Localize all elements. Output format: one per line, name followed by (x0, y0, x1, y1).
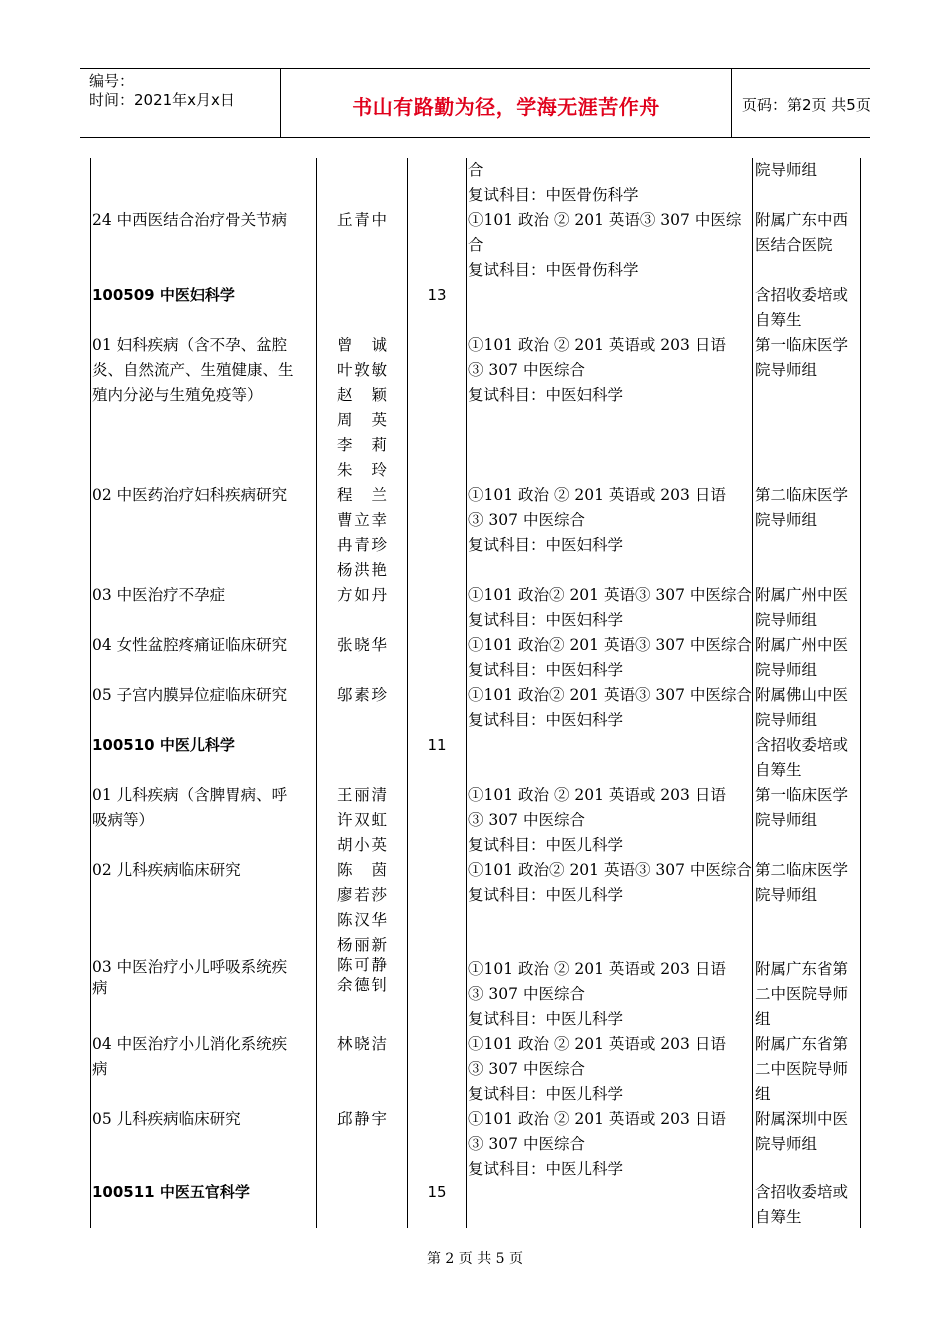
note (755, 783, 860, 833)
note (755, 683, 860, 733)
text-line: 复试科目：中医儿科学 (468, 886, 624, 904)
text-line: 院导师组 (755, 711, 818, 729)
enrollment-count: 15 (427, 1183, 447, 1201)
page-footer: 第 2 页 共 5 页 (426, 1251, 524, 1267)
research-direction (92, 1107, 316, 1132)
enrollment-count: 13 (427, 286, 447, 304)
note (755, 733, 860, 783)
text-line: 院导师组 (755, 161, 818, 179)
text-line: 杨丽新 (337, 936, 387, 954)
note (755, 1032, 860, 1107)
exam-subjects (468, 1032, 751, 1107)
text-line: 02 中医药治疗妇科疾病研究 (92, 486, 288, 504)
text-line: 复试科目：中医儿科学 (468, 1085, 624, 1103)
text-line: 自筹生 (755, 1208, 802, 1226)
text-line: ③ 307 中医综合 (468, 811, 585, 829)
column-divider (752, 158, 753, 1228)
text-line: 陈可静 (337, 956, 387, 974)
text-line: ①101 政治 ② 201 英语③ 307 中医综 (468, 211, 742, 229)
text-line: 组 (755, 1010, 771, 1028)
text-line: ①101 政治 ② 201 英语或 203 日语 (468, 1110, 726, 1128)
text-line: 病 (92, 1060, 108, 1078)
text-line: 05 子宫内膜异位症临床研究 (92, 686, 288, 704)
text-line: 合 (468, 161, 484, 179)
text-line: 邱静宇 (337, 1110, 387, 1128)
column-divider (466, 158, 467, 1228)
research-direction (92, 858, 316, 883)
text-line: 丘青中 (337, 211, 387, 229)
text-line: 院导师组 (755, 1135, 818, 1153)
research-direction (92, 783, 316, 833)
text-line: 附属广东省第 (755, 960, 849, 978)
note (755, 483, 860, 533)
section-title: 100510 中医儿科学 (92, 736, 235, 754)
text-line: 朱玲 (337, 461, 387, 479)
text-line: 院导师组 (755, 361, 818, 379)
table-border-left (90, 158, 91, 1228)
text-line: 01 儿科疾病（含脾胃病、呼 (92, 786, 288, 804)
text-line: 冉青珍 (337, 536, 387, 554)
text-line: 院导师组 (755, 611, 818, 629)
tutors (337, 783, 387, 858)
page-info: 页码：第2页 共5页 (742, 96, 871, 114)
text-line: 赵颖 (337, 386, 387, 404)
text-line: 05 儿科疾病临床研究 (92, 1110, 241, 1128)
text-line: 复试科目：中医儿科学 (468, 1160, 624, 1178)
text-line: 04 中医治疗小儿消化系统疾 (92, 1035, 288, 1053)
text-line: 第一临床医学 (755, 336, 849, 354)
text-line: 含招收委培或 (755, 286, 849, 304)
text-line: ③ 307 中医综合 (468, 985, 585, 1003)
text-line: 复试科目：中医儿科学 (468, 1010, 624, 1028)
text-line: 复试科目：中医妇科学 (468, 611, 624, 629)
text-line: 院导师组 (755, 661, 818, 679)
column-divider (407, 158, 408, 1228)
text-line: 第一临床医学 (755, 786, 849, 804)
text-line: 二中医院导师 (755, 1060, 849, 1078)
motto: 书山有路勤为径，学海无涯苦作舟 (352, 95, 660, 119)
text-line: 附属广州中医 (755, 636, 849, 654)
tutors (337, 858, 387, 958)
research-direction (92, 483, 316, 508)
text-line: 复试科目：中医妇科学 (468, 711, 624, 729)
text-line: 邬素珍 (337, 686, 387, 704)
text-line: ③ 307 中医综合 (468, 1135, 585, 1153)
text-line: 院导师组 (755, 511, 818, 529)
exam-subjects (468, 683, 751, 733)
note (755, 858, 860, 908)
research-direction (92, 633, 316, 658)
text-line: 曾诚 (337, 336, 387, 354)
research-direction (92, 683, 316, 708)
text-line: 复试科目：中医妇科学 (468, 661, 624, 679)
text-line: 03 中医治疗不孕症 (92, 586, 226, 604)
note (755, 208, 860, 258)
exam-subjects (468, 783, 751, 858)
text-line: 复试科目：中医妇科学 (468, 386, 624, 404)
column-divider (316, 158, 317, 1228)
section-title: 100509 中医妇科学 (92, 286, 235, 304)
research-direction (92, 1032, 316, 1082)
text-line: 二中医院导师 (755, 985, 849, 1003)
section-title: 100511 中医五官科学 (92, 1183, 250, 1201)
text-line: 02 儿科疾病临床研究 (92, 861, 241, 879)
note (755, 333, 860, 383)
date-label: 时间：2021年x月x日 (89, 91, 235, 109)
note (755, 1180, 860, 1230)
note (755, 633, 860, 683)
text-line: 殖内分泌与生殖免疫等） (92, 386, 263, 404)
tutors (337, 955, 387, 995)
exam-subjects (468, 208, 751, 283)
header-meta-cell (80, 69, 281, 137)
research-direction (92, 208, 316, 233)
text-line: 张晓华 (337, 636, 387, 654)
tutors (337, 1107, 387, 1132)
text-line: ①101 政治② 201 英语③ 307 中医综合 (468, 636, 752, 654)
text-line: 复试科目：中医妇科学 (468, 536, 624, 554)
header-motto-cell (281, 69, 732, 137)
text-line: 院导师组 (755, 886, 818, 904)
note (755, 1107, 860, 1157)
text-line: 林晓洁 (337, 1035, 387, 1053)
tutors (337, 208, 387, 233)
text-line: 叶敦敏 (337, 361, 387, 379)
exam-subjects (468, 1107, 751, 1182)
text-line: 许双虹 (337, 811, 387, 829)
text-line: ①101 政治 ② 201 英语或 203 日语 (468, 960, 726, 978)
text-line: 杨洪艳 (337, 561, 387, 579)
text-line: 附属深圳中医 (755, 1110, 849, 1128)
page-header (80, 68, 870, 138)
exam-subjects (468, 633, 751, 683)
text-line: 廖若莎 (337, 886, 387, 904)
research-direction (92, 583, 316, 608)
text-line: 合 (468, 236, 484, 254)
program-table (90, 158, 861, 1228)
text-line: 曹立幸 (337, 511, 387, 529)
tutors (337, 633, 387, 658)
text-line: 附属佛山中医 (755, 686, 849, 704)
text-line: 附属广东中西 (755, 211, 849, 229)
header-page-cell (732, 69, 870, 137)
text-line: 吸病等） (92, 811, 155, 829)
text-line: 第二临床医学 (755, 486, 849, 504)
text-line: 04 女性盆腔疼痛证临床研究 (92, 636, 288, 654)
text-line: 组 (755, 1085, 771, 1103)
text-line: ①101 政治② 201 英语③ 307 中医综合 (468, 861, 752, 879)
text-line: 余德钊 (337, 976, 387, 994)
text-line: ③ 307 中医综合 (468, 511, 585, 529)
tutors (337, 583, 387, 608)
note (755, 283, 860, 333)
text-line: ③ 307 中医综合 (468, 361, 585, 379)
exam-subjects (468, 158, 751, 208)
text-line: 附属广东省第 (755, 1035, 849, 1053)
text-line: 复试科目：中医骨伤科学 (468, 261, 639, 279)
text-line: ①101 政治 ② 201 英语或 203 日语 (468, 1035, 726, 1053)
text-line: ①101 政治 ② 201 英语或 203 日语 (468, 486, 726, 504)
text-line: 炎、自然流产、生殖健康、生 (92, 361, 294, 379)
text-line: 医结合医院 (755, 236, 833, 254)
exam-subjects (468, 483, 751, 558)
text-line: ①101 政治 ② 201 英语或 203 日语 (468, 786, 726, 804)
text-line: ③ 307 中医综合 (468, 1060, 585, 1078)
table-border-right (860, 158, 861, 1228)
exam-subjects (468, 957, 751, 1032)
text-line: 含招收委培或 (755, 1183, 849, 1201)
text-line: 24 中西医结合治疗骨关节病 (92, 211, 288, 229)
text-line: 附属广州中医 (755, 586, 849, 604)
tutors (337, 333, 387, 483)
text-line: 胡小英 (337, 836, 387, 854)
note (755, 158, 860, 183)
research-direction (92, 957, 316, 999)
exam-subjects (468, 858, 751, 908)
text-line: 陈茵 (337, 861, 387, 879)
text-line: 病 (92, 979, 108, 997)
text-line: ①101 政治② 201 英语③ 307 中医综合 (468, 686, 752, 704)
text-line: ①101 政治② 201 英语③ 307 中医综合 (468, 586, 752, 604)
serial-label: 编号： (89, 72, 135, 90)
text-line: 第二临床医学 (755, 861, 849, 879)
text-line: 李莉 (337, 436, 387, 454)
text-line: 周英 (337, 411, 387, 429)
tutors (337, 683, 387, 708)
tutors (337, 483, 387, 583)
text-line: 自筹生 (755, 761, 802, 779)
text-line: 03 中医治疗小儿呼吸系统疾 (92, 958, 288, 976)
text-line: 复试科目：中医儿科学 (468, 836, 624, 854)
text-line: ①101 政治 ② 201 英语或 203 日语 (468, 336, 726, 354)
text-line: 陈汉华 (337, 911, 387, 929)
text-line: 方如丹 (337, 586, 387, 604)
research-direction (92, 333, 316, 408)
text-line: 院导师组 (755, 811, 818, 829)
exam-subjects (468, 333, 751, 408)
tutors (337, 1032, 387, 1057)
exam-subjects (468, 583, 751, 633)
text-line: 含招收委培或 (755, 736, 849, 754)
note (755, 957, 860, 1032)
enrollment-count: 11 (427, 736, 447, 754)
note (755, 583, 860, 633)
text-line: 王丽清 (337, 786, 387, 804)
text-line: 复试科目：中医骨伤科学 (468, 186, 639, 204)
text-line: 程兰 (337, 486, 387, 504)
text-line: 01 妇科疾病（含不孕、盆腔 (92, 336, 288, 354)
text-line: 自筹生 (755, 311, 802, 329)
